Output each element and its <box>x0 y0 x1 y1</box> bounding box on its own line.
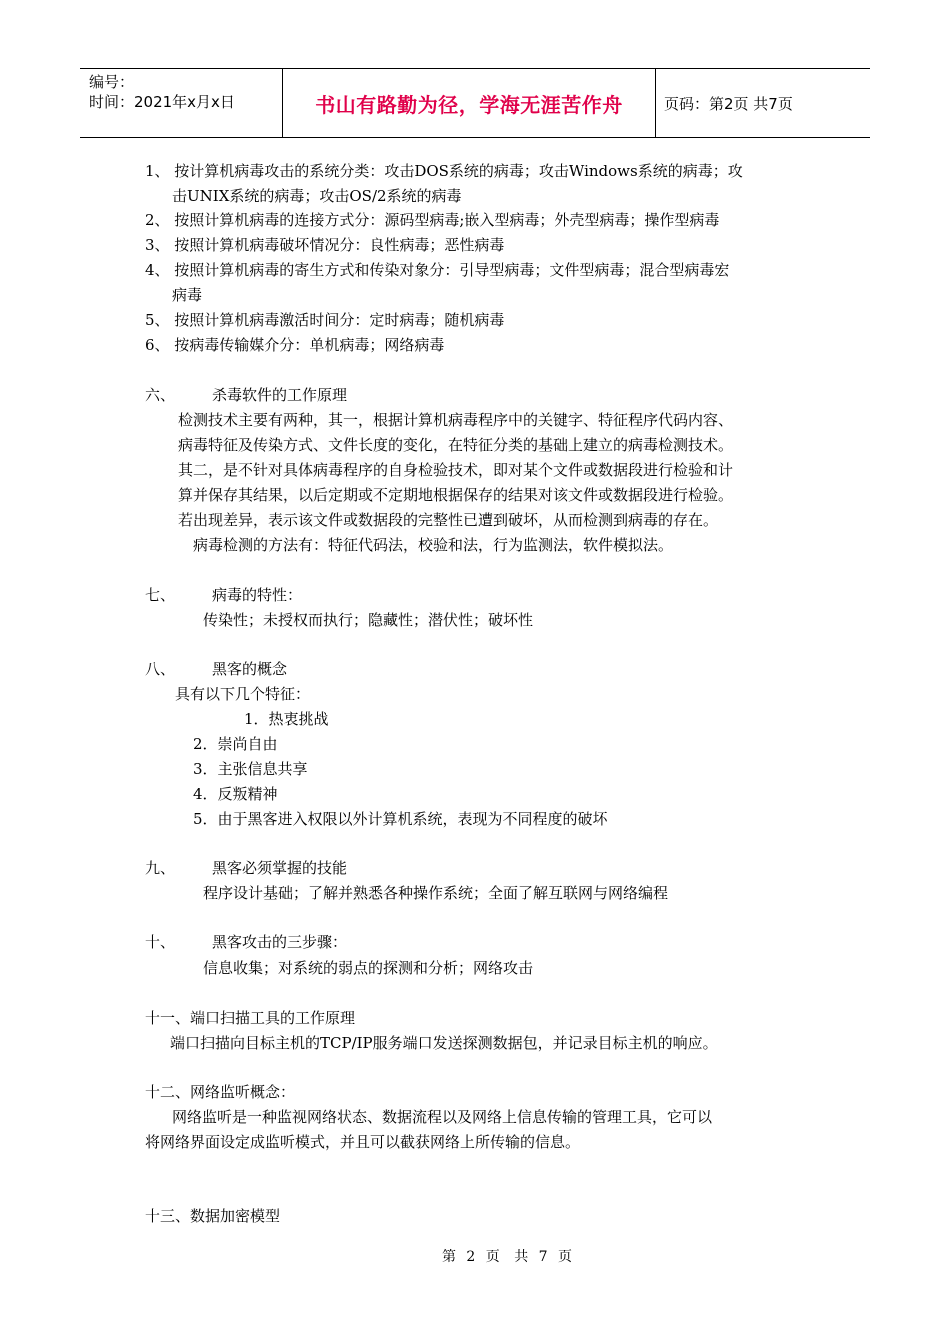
paragraph-line: 其二，是不针对具体病毒程序的自身检验技术，即对某个文件或数据段进行检验和计 <box>178 461 734 479</box>
list-item: 1、 按计算机病毒攻击的系统分类：攻击DOS系统的病毒；攻击Windows系统的病毒；攻 <box>145 162 743 180</box>
page-footer <box>0 1246 950 1266</box>
list-item: 3、 按照计算机病毒破坏情况分：良性病毒；恶性病毒 <box>145 236 505 254</box>
paragraph-line: 端口扫描向目标主机的TCP/IP服务端口发送探测数据包，并记录目标主机的响应。 <box>170 1034 718 1052</box>
list-item: 1．热衷挑战 <box>244 710 329 728</box>
header-meta <box>80 69 282 137</box>
list-item: 2、 按照计算机病毒的连接方式分：源码型病毒;嵌入型病毒；外壳型病毒；操作型病毒 <box>145 211 720 229</box>
footer-page-number: 2 <box>466 1249 476 1265</box>
section-heading: 杀毒软件的工作原理 <box>212 386 348 404</box>
list-item: 2．崇尚自由 <box>193 735 278 753</box>
date-label: 时间：2021年x月x日 <box>89 93 235 111</box>
section-number: 九、 <box>145 859 176 877</box>
paragraph-line: 信息收集；对系统的弱点的探测和分析；网络攻击 <box>203 959 534 977</box>
list-item: 5．由于黑客进入权限以外计算机系统，表现为不同程度的破坏 <box>193 810 608 828</box>
list-item: 3．主张信息共享 <box>193 760 308 778</box>
footer-page-unit: 页 <box>485 1249 500 1265</box>
section-heading: 十二、网络监听概念： <box>145 1083 296 1101</box>
section-heading: 黑客必须掌握的技能 <box>212 859 348 877</box>
section-number: 十、 <box>145 933 176 951</box>
footer-total-unit: 页 <box>558 1249 573 1265</box>
footer-page-word: 第 <box>441 1249 456 1265</box>
page-header <box>80 68 870 138</box>
section-heading: 十三、数据加密模型 <box>145 1207 281 1225</box>
paragraph-line: 具有以下几个特征： <box>175 685 311 703</box>
section-heading: 十一、端口扫描工具的工作原理 <box>145 1009 356 1027</box>
list-item: 6、 按病毒传输媒介分：单机病毒；网络病毒 <box>145 336 445 354</box>
section-number: 八、 <box>145 660 176 678</box>
paragraph-line: 传染性；未授权而执行；隐藏性；潜伏性；破坏性 <box>203 611 534 629</box>
section-heading: 病毒的特性： <box>212 586 303 604</box>
motto: 书山有路勤为径，学海无涯苦作舟 <box>315 92 623 117</box>
paragraph-line: 程序设计基础；了解并熟悉各种操作系统；全面了解互联网与网络编程 <box>203 884 669 902</box>
paragraph-line: 网络监听是一种监视网络状态、数据流程以及网络上信息传输的管理工具，它可以 <box>172 1108 713 1126</box>
section-number: 七、 <box>145 586 176 604</box>
paragraph-line: 检测技术主要有两种，其一，根据计算机病毒程序中的关键字、特征程序代码内容、 <box>178 411 734 429</box>
list-item: 4．反叛精神 <box>193 785 278 803</box>
section-heading: 黑客攻击的三步骤： <box>212 933 348 951</box>
page-label: 页码：第2页 共7页 <box>664 94 793 113</box>
list-item-continued: 击UNIX系统的病毒；攻击OS/2系统的病毒 <box>172 187 462 205</box>
footer-total-word: 共 <box>514 1249 529 1265</box>
paragraph-line: 病毒检测的方法有：特征代码法，校验和法，行为监测法，软件模拟法。 <box>193 536 674 554</box>
paragraph-line: 算并保存其结果，以后定期或不定期地根据保存的结果对该文件或数据段进行检验。 <box>178 486 734 504</box>
footer-total-number: 7 <box>538 1249 548 1265</box>
header-page-cell <box>656 69 870 137</box>
paragraph-line: 病毒特征及传染方式、文件长度的变化，在特征分类的基础上建立的病毒检测技术。 <box>178 436 734 454</box>
paragraph-line: 将网络界面设定成监听模式，并且可以截获网络上所传输的信息。 <box>145 1133 581 1151</box>
section-number: 六、 <box>145 386 176 404</box>
code-label: 编号： <box>89 73 135 91</box>
header-motto-cell <box>282 69 656 137</box>
list-item: 4、 按照计算机病毒的寄生方式和传染对象分：引导型病毒；文件型病毒；混合型病毒宏 <box>145 261 730 279</box>
list-item: 5、 按照计算机病毒激活时间分：定时病毒；随机病毒 <box>145 311 505 329</box>
list-item-continued: 病毒 <box>172 286 203 304</box>
paragraph-line: 若出现差异，表示该文件或数据段的完整性已遭到破坏，从而检测到病毒的存在。 <box>178 511 719 529</box>
section-heading: 黑客的概念 <box>212 660 288 678</box>
